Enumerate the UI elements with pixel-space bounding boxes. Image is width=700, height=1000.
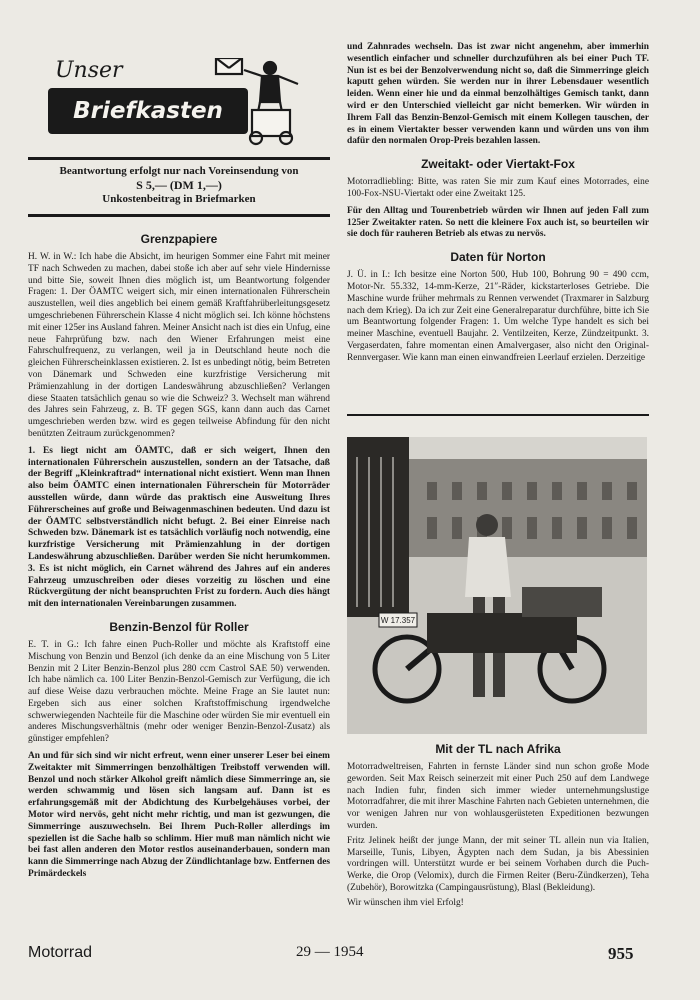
section-title: Grenzpapiere: [140, 232, 218, 246]
answer-text: 1. Es liegt nicht am ÖAMTC, daß er sich weigert, Ihnen den internationalen Führerschein auszustellen, sondern an der Tatsache, daß der Begriff „Kleinkraftrad“ international nicht existiert. Wenn man Ihnen also beim ÖAMTC einen internationalen Führerschein für Motorräder ausstellen würde, dann würde das praktisch eine Ausweitung Ihres Führerscheines auf große und Beiwagenmaschinen bedeuten. Und dazu ist der ÖAMTC selbstverständlich nicht befugt. 2. Bei einer Einreise nach Schweden bzw. Dänemark ist es tatsächlich vorläufig noch notwendig, eine kurzfristige Versicherung mit Prämienzahlung in der dortigen Landeswährung abzuschließen. Darüber werden Sie nicht herumkommen. 3. Es ist nicht möglich, ein Carnet während des Jahres auf ein anderes Fahrzeug umzuschreiben oder dieses vorzeitig zu löschen und eine Rückvergütung der nicht beanspruchten Frist zu fordern. Auch dies hängt mit den internationalen Vereinbarungen zusammen.: [28, 445, 330, 610]
header-unser: Unser: [55, 58, 123, 83]
question-text: E. T. in G.: Ich fahre einen Puch-Roller und möchte als Kraftstoff eine Mischung von Benzin und Benzol (ich denke da an eine Mischung von 5 Liter Benzin mit 2 Liter Benzin-Benzol plus 280 ccm Castrol SAE 50) verwenden. Ich habe nämlich ca. 100 Liter Benzin-Benzol-Gemisch zur Verfügung, die ich auf diese Weise dazu verbrauchen möchte. Meine Frage an Sie lautet nun: Ergeben sich aus einer solchen Kraftstoffmischung irgendwelche schwerwiegenden Nachteile für die Maschine oder würden Sie mir eventuell ein anderes Mischungsverhältnis (mehr oder weniger Benzin-Benzol-Zusatz) als günstiger empfehlen?: [28, 639, 330, 745]
question-text: J. Ü. in I.: Ich besitze eine Norton 500, Hub 100, Bohrung 90 = 490 ccm, Motor-Nr. 55.332, 14-mm-Kerze, 21″-Räder, kickstarterloses Getriebe. Die Maschine wurde früher mehrmals zu Rennen verwendet (Traxmarer in Salzburg nach dem Krieg). Da ich zur Zeit eine Generalreparatur durchführe, bitte ich Sie um Beantwortung folgender Fragen: 1. Um welche Type handelt es sich bei meiner Maschine, eventuell Baujahr. 2. Ventilzeiten, Kerze, Zündzeitpunkt. 3. Vergaserdaten, fahre momentan einen Amalvergaser, also nicht den Original-Rennvergaser. Wie kann man einen einwandfreien Leerlauf erzielen. Derzeitige: [347, 270, 649, 363]
footer-magazine: Motorrad: [28, 944, 93, 961]
afrika-section: [347, 742, 649, 910]
notice-line: Beantwortung erfolgt nur nach Voreinsendung von: [59, 165, 299, 177]
section-title: Zweitakt- oder Viertakt-Fox: [421, 157, 575, 172]
section-title: Daten für Norton: [450, 250, 546, 265]
divider: [28, 157, 330, 160]
left-column: [28, 232, 330, 881]
header-briefkasten: Briefkasten: [48, 88, 248, 134]
section-title: Benzin-Benzol für Roller: [109, 619, 249, 634]
right-column: [347, 42, 649, 365]
answer-text: Für den Alltag und Tourenbetrieb würden wir Ihnen auf jeden Fall zum 125er Zweitakter raten. So nett die kleinere Fox auch ist, so beurteilen wir sie doch für rauheren Betrieb als etwas zu nervös.: [347, 205, 649, 240]
body-text: Fritz Jelinek heißt der junge Mann, der mit seiner TL allein nun via Italien, Marseille, Tunis, Libyen, Ägypten nach dem Sudan, ja bis Abessinien vordringen will. Unterstützt wurde er bei seinem Vorhaben durch die Puch-Werke, die Orop (Velomix), durch die Firmen Reiter (Beru-Zündkerzen), Teha (Zubehör), Borowitzka (Campingausrüstung), Blasl (Bekleidung).: [347, 835, 649, 893]
footer-issue: 29 — 1954: [296, 944, 364, 960]
body-text: Wir wünschen ihm viel Erfolg!: [347, 897, 464, 908]
section-title: Mit der TL nach Afrika: [435, 742, 561, 756]
motorcycle-photo: [347, 437, 647, 734]
answer-text: und Zahnrades wechseln. Das ist zwar nicht angenehm, aber immerhin wesentlich einfacher und schneller durchzuführen als bei einer Puch TF. Nun ist es bei der Benzolverwendung nicht so, daß die Simmerringe gleich kaputt gehen würden. Sie werden nur in ihrer Lebensdauer wesentlich leiden. Wenn einer hie und da einmal benzolhältiges Gemisch tankt, dann wird er den Unterschied vielleicht gar nicht bemerken. Wir würden in Ihrem Fall das Benzin-Benzol-Gemisch mit einem Kollegen tauschen, der es in einem Viertakter besser verwenden kann und würden uns von ihm dafür den normalen Orop-Preis bezahlen lassen.: [347, 42, 649, 147]
answer-text: An und für sich sind wir nicht erfreut, wenn einer unserer Leser bei einem Zweitakter mit Simmerringen benzolhältigen Treibstoff verwenden will. Benzol und noch stärker Alkohol greift nämlich diese Simmerringe an, sie werden schwammig und lösen sich langsam auf. Dann ist es erfahrungsgemäß mit der Abdichtung des Kurbelgehäuses vorbei, der Motor wird nervös, geht nicht mehr richtig, und man ist gezwungen, die Simmerringe auszuwechseln. Bei Ihrem Puch-Roller allerdings im speziellen ist die Sache halb so schlimm. Hier muß man nämlich nicht wie bei fast allen anderen den Motor restlos auseinanderbauen, sondern man kann die Simmerringe nach Abzug der Zündlichtanlage bzw. Entfernen des Primärdeckels: [28, 751, 330, 880]
license-plate: W 17.357: [380, 616, 416, 625]
body-text: Motorradweltreisen, Fahrten in fernste Länder sind nun schon große Mode geworden. Seit Max Reisch seinerzeit mit einer Puch 250 auf dem Landwege nach Indien fuhr, finden sich immer wieder unternehmungslustige Motorradfahrer, die mit ihrer Maschine Fahrten nach Gebieten unternehmen, die vor wenigen Jahren nur von wohlausgerüsteten Expeditionen bezwungen wurden.: [347, 762, 649, 831]
notice-price: S 5,— (DM 1,—): [136, 178, 222, 192]
page-number: 955: [608, 944, 634, 963]
divider: [28, 214, 330, 217]
question-text: H. W. in W.: Ich habe die Absicht, im heurigen Sommer eine Fahrt mit meiner TF nach Schweden zu machen, dabei stoße ich aber auf sehr viele Hindernisse und bitte Sie, soweit Ihnen dies möglich ist, um Beantwortung folgender Fragen: 1. Der ÖAMTC weigert sich, mir einen internationalen Führerschein auszustellen, weil dies angeblich bei einem gemäß Kraftfahrüberleitungsgesetz umgeschriebenen Führerschein Klasse 4 nicht möglich sei. Ich könne höchstens mit einer 125er ins Ausland fahren. Meiner Ansicht nach ist dies ein Unfug, eine neue Fahrprüfung bzw. nach den Wiener Erfahrungen meist eine Fahrschulfrequenz, zu verlangen, weil ja in Deutschland heute noch die gleichen Führerscheinklassen existieren. 2. Ist es unbedingt nötig, beim Betreten von Dänemark und Schweden eine kurzfristige Versicherung mit Prämienzahlung in der dortigen Landeswährung abzuschließen? Verlangen diese Staaten tatsächlich genau so wie die Schweiz? 3. Wechselt man während des Jahres sein Fahrzeug, z. B. TF gegen SGS, kann dann auch das Carnet umgeschrieben werden bzw. wird es gegen teilweise Abfindung für den nicht benützten Zeitraum zurückgenommen?: [28, 252, 331, 439]
notice-box: [28, 164, 330, 206]
divider: [347, 414, 649, 416]
notice-line: Unkostenbeitrag in Briefmarken: [102, 193, 256, 205]
question-text: Motorradliebling: Bitte, was raten Sie mir zum Kauf eines Motorrades, eine 100-Fox-NSU-Viertakt oder eine Zweitakt 125.: [347, 177, 649, 199]
